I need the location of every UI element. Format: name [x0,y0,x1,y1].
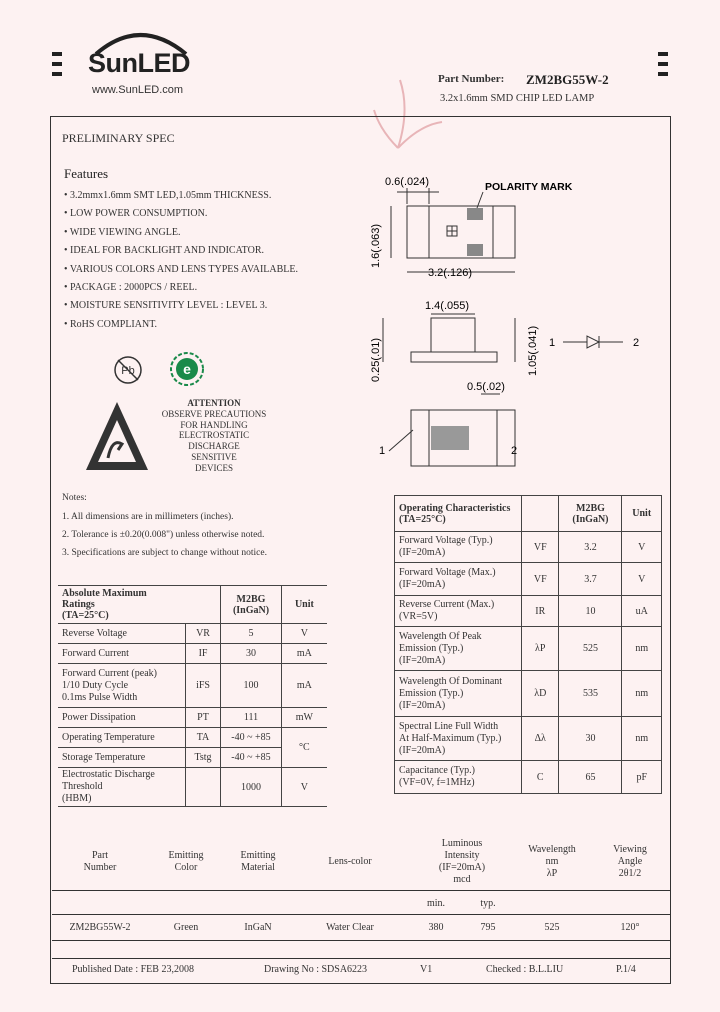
note-item: 1. All dimensions are in millimeters (inches). [62,512,234,522]
website: www.SunLED.com [92,84,184,96]
e-label: e [183,361,191,377]
table-row: Power Dissipation PT 111 mW [58,708,327,728]
feature-item: • PACKAGE : 2000PCS / REEL. [64,282,198,293]
col-part-number: Part Number [83,850,117,873]
feature-item: • WIDE VIEWING ANGLE. [64,227,181,238]
table-row: Wavelength Of Dominant Emission (Typ.) (IF=20mA) λD 535 nm [395,671,662,717]
footer-top-line [52,958,670,959]
note-item: 2. Tolerance is ±0.20(0.008") unless otherwise noted. [62,530,265,540]
product-description: 3.2x1.6mm SMD CHIP LED LAMP [440,93,595,104]
spec-title: PRELIMINARY SPEC [62,131,175,145]
attention-title: ATTENTION [187,398,241,408]
package-drawing [355,168,655,473]
parts-divider [52,890,670,891]
table-row: Forward Current IF 30 mA [58,644,327,664]
pb-label: Pb [121,365,135,377]
note-item: 3. Specifications are subject to change without notice. [62,548,267,558]
table-row: Forward Current (peak) 1/10 Duty Cycle 0.1ms Pulse Width iFS 100 mA [58,664,327,708]
attention-block [152,398,276,474]
corner-mark [658,52,668,56]
table-row: Electrostatic Discharge Threshold (HBM) 1000 V [58,768,327,807]
pb-free-icon [112,354,144,386]
drawing-number: Drawing No : SDSA6223 [264,964,368,975]
feature-item: • LOW POWER CONSUMPTION. [64,208,208,219]
attention-line: DEVICES [195,462,233,473]
parts-divider [52,940,670,941]
symbol-pin-1: 1 [549,337,556,349]
polarity-marker [467,208,483,220]
notes-title: Notes: [62,493,87,503]
dim-pad: 0.5(.02) [467,381,505,393]
table-row: Reverse Current (Max.) (VR=5V) IR 10 uA [395,596,662,627]
row-min: 380 [428,922,444,933]
dim-lens: 1.4(.055) [425,300,470,312]
part-number-label: Part Number: [438,73,505,85]
corner-mark [52,72,62,76]
table-row: Spectral Line Full Width At Half-Maximum (Typ.) (IF=20mA) Δλ 30 nm [395,717,662,761]
table-row: Storage Temperature Tstg -40 ~ +85 [58,748,327,768]
watermark-icon [370,70,450,160]
table-row: Forward Voltage (Typ.) (IF=20mA) VF 3.2 V [395,532,662,563]
col-min: min. [426,898,446,909]
row-wavelength: 525 [544,922,560,933]
corner-mark [52,52,62,56]
attention-line: ELECTROSTATIC [178,430,250,441]
e-mark-icon [168,350,206,388]
dim-thick: 1.05(.041) [527,325,539,376]
part-number: ZM2BG55W-2 [526,72,609,87]
version: V1 [420,964,433,975]
features-title: Features [64,166,109,181]
table-row: Wavelength Of Peak Emission (Typ.) (IF=20mA) λP 525 nm [395,627,662,671]
row-material: InGaN [244,922,272,933]
top-view-body [407,206,515,258]
col-luminous-intensity: Luminous Intensity (IF=20mA) mcd [438,838,486,885]
feature-item: • 3.2mmx1.6mm SMT LED,1.05mm THICKNESS. [64,190,272,201]
row-part-number: ZM2BG55W-2 [69,922,131,933]
feature-item: • RoHS COMPLIANT. [64,319,158,330]
row-angle: 120° [620,922,640,933]
page-number: P.1/4 [616,964,636,975]
feature-item: • MOISTURE SENSITIVITY LEVEL : LEVEL 3. [64,300,268,311]
side-view-lens [431,318,475,352]
row-typ: 795 [480,922,496,933]
table-row: Operating Temperature TA -40 ~ +85 °C [58,728,327,748]
corner-mark [658,72,668,76]
dim-length: 3.2(.126) [428,267,473,279]
pin-2-label: 2 [511,445,518,457]
attention-line: SENSITIVE [191,451,237,462]
col-typ: typ. [480,898,496,909]
brand-logo: SunLED [88,48,190,78]
frame-top [50,116,671,117]
dim-top: 0.6(.024) [385,176,430,188]
pin-1-label: 1 [379,445,386,457]
attention-line: FOR HANDLING [180,419,248,430]
col-lens-color: Lens-color [328,856,372,867]
frame-right [670,116,671,984]
frame-bottom [50,983,671,984]
row-lens: Water Clear [326,922,374,933]
table-row: Forward Voltage (Max.) (IF=20mA) VF 3.7 V [395,563,662,596]
feature-item: • IDEAL FOR BACKLIGHT AND INDICATOR. [64,245,264,256]
table-row: Reverse Voltage VR 5 V [58,624,327,644]
table-row: Capacitance (Typ.) (VF=0V, f=1MHz) C 65 pF [395,761,662,794]
dim-height: 1.6(.063) [370,223,382,268]
feature-item: • VARIOUS COLORS AND LENS TYPES AVAILABLE. [64,264,299,275]
attention-line: OBSERVE PRECAUTIONS [161,408,267,419]
op-char-table: Operating Characteristics (TA=25°C) M2BG (InGaN) Unit Forward Voltage (Typ.) (IF=20mA) VF 3.2 V Forward Voltage (Max.) (IF=20mA) VF 3.7 V Reverse Current (Max.) (VR=5V) IR 10 uA Wavelength Of Peak Emission (Typ.) (IF=20mA) λP 525 nm Wavelength Of Dominant Emission (Typ.) (IF=20mA) λD 535 nm Spectral Line Full Width At Half-Maximum (Typ.) (IF=20mA) Δλ 30 nm Capacitance (Typ.) (VF=0V, f=1MHz) C 65 pF [394,495,662,794]
col-emitting-material: Emitting Material [240,850,276,873]
row-color: Green [173,922,199,933]
side-view-base [411,352,497,362]
col-emitting-color: Emitting Color [168,850,204,873]
published-date: Published Date : FEB 23,2008 [72,964,194,975]
col-wavelength: Wavelength nm λP [528,844,576,879]
op-char-title: Operating Characteristics [399,502,511,514]
abs-max-title: Absolute Maximum Ratings [62,588,147,610]
abs-max-table: Absolute Maximum Ratings (TA=25°C) M2BG (InGaN) Unit Reverse Voltage VR 5 V Forward Current IF 30 mA Forward Current (peak) 1/10 Duty Cycle 0.1ms Pulse Width iFS 100 mA Power Dissipation PT 111 mW Operating Temperature TA -40 ~ +85 °C Storage Temperature Tstg -40 ~ +85 Electrostatic Discharge Threshold (HBM) 1000 V [58,585,327,807]
col-viewing-angle: Viewing Angle 2θ1/2 [613,844,647,879]
checked-by: Checked : B.L.LIU [486,964,564,975]
frame-left [50,116,51,984]
attention-line: DISCHARGE [188,441,240,452]
polarity-label: POLARITY MARK [485,181,573,193]
esd-warning-icon [82,398,152,476]
parts-divider [52,914,670,915]
corner-mark [52,62,62,66]
symbol-pin-2: 2 [633,337,640,349]
corner-mark [658,62,668,66]
bottom-pad [431,426,469,450]
dim-base: 0.25(.01) [370,337,382,382]
